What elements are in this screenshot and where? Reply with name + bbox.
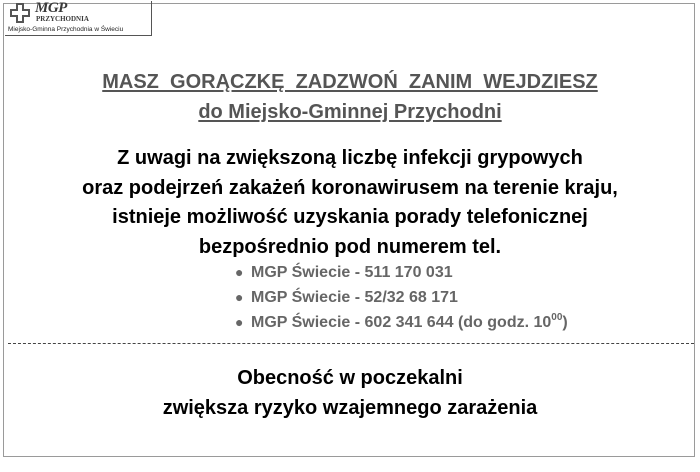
closing-line-1: Obecność w poczekalni [237, 367, 463, 389]
hours-superscript: 00 [551, 311, 563, 323]
contact-suffix: ) [562, 314, 568, 331]
message-line: istnieje możliwość uzyskania porady telefonicznej [112, 206, 588, 228]
bullet-icon: ● [235, 314, 244, 330]
phone-contact-list [235, 260, 568, 335]
contact-item [235, 285, 568, 310]
dashed-divider [8, 343, 694, 344]
logo-subtitle: PRZYCHODNIA [36, 15, 89, 23]
contact-item [235, 260, 568, 285]
logo-brand: MGP [35, 0, 67, 16]
bullet-icon: ● [235, 264, 244, 280]
closing-message [0, 363, 700, 423]
heading-line-1: MASZ GORĄCZKĘ ZADZWOŃ ZANIM WEJDZIESZ [102, 71, 598, 93]
medical-cross-icon [9, 2, 31, 24]
heading-line-2: do Miejsko-Gminnej Przychodni [198, 101, 502, 123]
message-line: Z uwagi na zwiększoną liczbę infekcji grypowych [117, 147, 583, 169]
contact-text: MGP Świecie - 511 170 031 [251, 264, 453, 281]
closing-line-2: zwiększa ryzyko wzajemnego zarażenia [162, 397, 538, 419]
logo-caption: Miejsko-Gminna Przychodnia w Świeciu [8, 26, 124, 33]
contact-item [235, 310, 568, 335]
bullet-icon: ● [235, 289, 244, 305]
message-line: bezpośrednio pod numerem tel. [198, 235, 502, 258]
clinic-logo [5, 1, 152, 36]
message-line: oraz podejrzeń zakażeń koronawirusem na terenie kraju, [82, 176, 618, 199]
contact-text: MGP Świecie - 52/32 68 171 [251, 289, 458, 306]
info-message [0, 144, 700, 262]
contact-text: MGP Świecie - 602 341 644 (do godz. 10 [251, 314, 552, 331]
